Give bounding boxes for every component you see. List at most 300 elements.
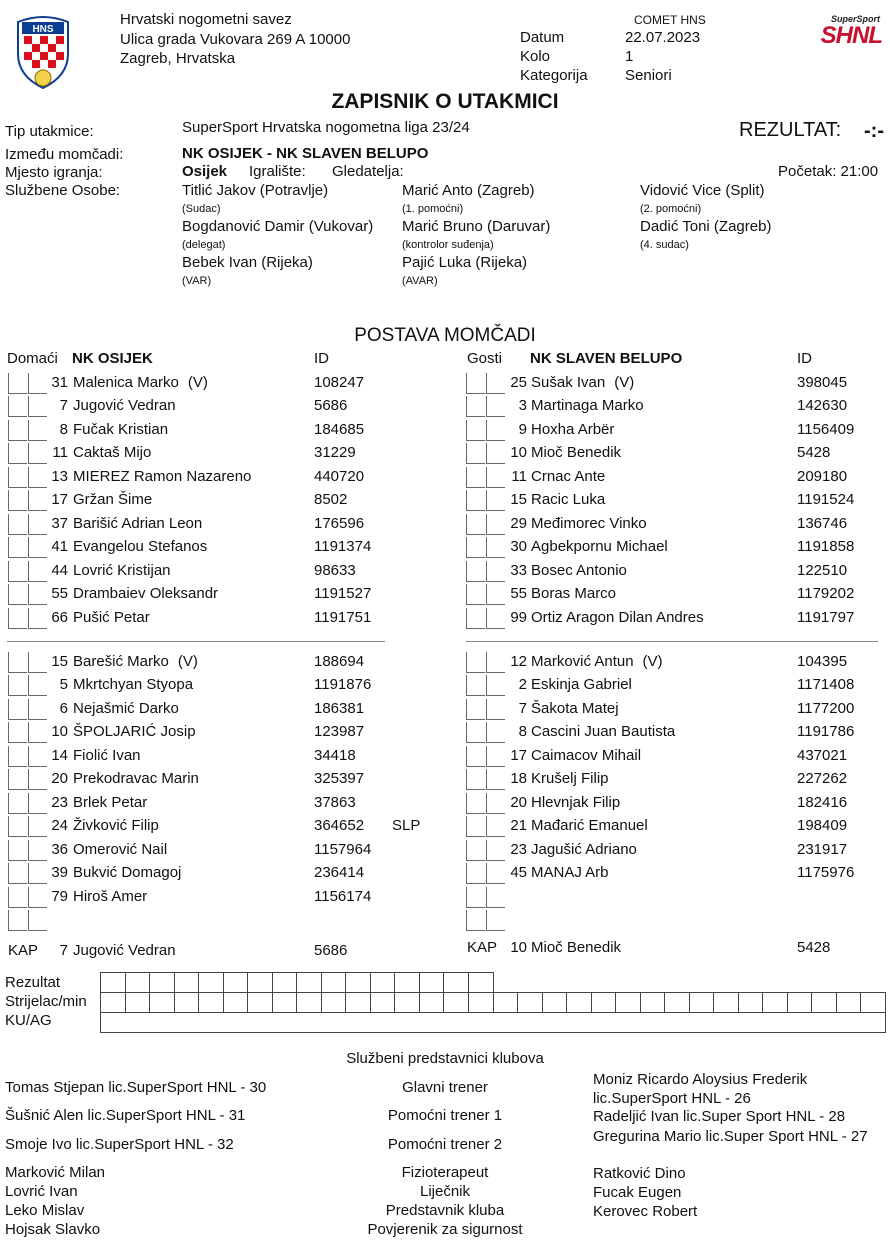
player-number: 41 <box>51 538 68 556</box>
scorer-cell[interactable] <box>640 993 665 1013</box>
player-checkbox-b[interactable] <box>28 887 47 908</box>
player-name-text: Boras Marco <box>531 585 617 603</box>
player-name-text: Mađarić Emanuel <box>531 817 648 835</box>
official-role: (VAR) <box>182 275 212 287</box>
player-name-text: Barišić Adrian Leon <box>73 514 203 532</box>
player-checkbox-b[interactable] <box>486 746 505 767</box>
player-id: 1156174 <box>314 887 372 905</box>
player-checkbox-a[interactable] <box>8 537 27 558</box>
official-name: Dadić Toni (Zagreb) <box>640 218 772 235</box>
player-name <box>73 397 176 414</box>
player-checkbox-b[interactable] <box>486 514 505 535</box>
player-name-text: Nejašmić Darko <box>73 699 179 717</box>
official-name: Marić Bruno (Daruvar) <box>402 218 551 235</box>
tip-label: Tip utakmice: <box>5 123 94 140</box>
player-number: 31 <box>51 374 68 391</box>
player-checkbox-a[interactable] <box>466 373 485 394</box>
player-checkbox-b[interactable] <box>28 373 47 394</box>
player-number: 10 <box>51 723 68 741</box>
player-checkbox-b[interactable] <box>486 373 505 394</box>
scorer-cell[interactable] <box>150 993 175 1013</box>
player-checkbox-a[interactable] <box>466 490 485 511</box>
player-name <box>531 609 704 626</box>
scorer-cell[interactable] <box>689 993 714 1013</box>
player-checkbox-a[interactable] <box>466 443 485 464</box>
player-name <box>531 491 605 508</box>
player-checkbox-a[interactable] <box>8 910 27 931</box>
player-checkbox-b[interactable] <box>28 514 47 535</box>
player-number: 13 <box>51 467 68 485</box>
svg-text:HNS: HNS <box>32 24 54 35</box>
player-id: 142630 <box>797 397 848 415</box>
player-checkbox-a[interactable] <box>466 537 485 558</box>
player-checkbox-a[interactable] <box>466 608 485 629</box>
player-checkbox-a[interactable] <box>8 840 27 861</box>
player-id: 123987 <box>314 723 365 741</box>
player-checkbox-a[interactable] <box>8 793 27 814</box>
player-checkbox-b[interactable] <box>486 561 505 582</box>
player-name <box>531 653 663 670</box>
player-name <box>73 585 218 602</box>
official-role: (Sudac) <box>182 203 221 215</box>
player-name <box>73 747 141 764</box>
score-cell[interactable] <box>346 973 371 993</box>
scorer-cell[interactable] <box>174 993 199 1013</box>
player-name-text: Krušelj Filip <box>531 770 609 788</box>
page-title: ZAPISNIK O UTAKMICI <box>331 90 559 113</box>
player-checkbox-b[interactable] <box>28 608 47 629</box>
score-row-label-ku: KU/AG <box>5 1012 52 1029</box>
player-name-text: Hoxha Arbër <box>531 420 615 438</box>
official-name: Vidović Vice (Split) <box>640 182 765 199</box>
player-checkbox-a[interactable] <box>8 490 27 511</box>
player-id: 1175976 <box>797 864 855 882</box>
representatives-title: Službeni predstavnici klubova <box>346 1050 544 1067</box>
player-checkbox-a[interactable] <box>8 675 27 696</box>
ku-cell[interactable] <box>101 1013 886 1033</box>
player-checkbox-b[interactable] <box>486 769 505 790</box>
player-name <box>73 794 147 811</box>
player-name <box>531 538 668 555</box>
rep-home: Tomas Stjepan lic.SuperSport HNL - 30 <box>5 1079 267 1096</box>
mjesto-label: Mjesto igranja: <box>5 164 103 181</box>
player-checkbox-a[interactable] <box>8 863 27 884</box>
away-team-name: NK SLAVEN BELUPO <box>530 350 683 367</box>
scorer-cell[interactable] <box>248 993 273 1013</box>
player-name <box>531 700 619 717</box>
player-checkbox-a[interactable] <box>466 514 485 535</box>
scorer-cell[interactable] <box>346 993 371 1013</box>
player-checkbox-a[interactable] <box>466 769 485 790</box>
official-name: Bebek Ivan (Rijeka) <box>182 254 313 271</box>
izmedu-value: NK OSIJEK - NK SLAVEN BELUPO <box>182 145 429 162</box>
player-number: 8 <box>518 723 527 741</box>
player-id: 398045 <box>797 374 848 391</box>
player-checkbox-a[interactable] <box>466 675 485 696</box>
player-checkbox-a[interactable] <box>8 746 27 767</box>
official-name: Pajić Luka (Rijeka) <box>402 254 528 271</box>
scorer-cell[interactable] <box>714 993 739 1013</box>
player-number: 11 <box>52 444 68 462</box>
player-name-text: Fiolić Ivan <box>73 746 141 764</box>
player-checkbox-b[interactable] <box>28 561 47 582</box>
player-name <box>531 817 648 834</box>
player-name <box>531 747 641 764</box>
player-checkbox-b[interactable] <box>28 910 47 931</box>
player-checkbox-a[interactable] <box>466 722 485 743</box>
score-cell[interactable] <box>297 973 322 993</box>
home-kap-label: KAP <box>8 942 39 959</box>
scorer-cell[interactable] <box>101 993 126 1013</box>
player-checkbox-a[interactable] <box>8 420 27 441</box>
player-checkbox-b[interactable] <box>486 863 505 884</box>
player-checkbox-a[interactable] <box>466 746 485 767</box>
player-checkbox-b[interactable] <box>486 675 505 696</box>
player-id: 5686 <box>314 397 348 415</box>
rep-home: Leko Mislav <box>5 1202 85 1219</box>
player-number: 18 <box>510 770 527 788</box>
home-kap-id: 5686 <box>314 942 348 959</box>
org-line-1: Hrvatski nogometni savez <box>120 11 292 28</box>
player-id: 186381 <box>314 699 365 717</box>
rezultat-label: REZULTAT: <box>739 119 842 141</box>
player-checkbox-a[interactable] <box>466 420 485 441</box>
scorer-cell[interactable] <box>370 993 395 1013</box>
player-name-text: Barešić Marko <box>73 653 169 670</box>
player-id: 227262 <box>797 770 848 788</box>
official-name: Titlić Jakov (Potravlje) <box>182 182 329 199</box>
player-name-text: Prekodravac Marin <box>73 770 199 788</box>
player-name-text: MANAJ Arb <box>531 864 609 882</box>
player-checkbox-b[interactable] <box>486 396 505 417</box>
pocetak: Početak: 21:00 <box>778 163 879 180</box>
player-name-text: Eskinja Gabriel <box>531 676 632 694</box>
player-id: 440720 <box>314 467 365 485</box>
player-checkbox-b[interactable] <box>28 675 47 696</box>
scorer-cell[interactable] <box>199 993 224 1013</box>
player-number: 17 <box>51 491 68 509</box>
player-name <box>531 864 609 881</box>
player-name <box>73 653 198 670</box>
player-name <box>73 444 151 461</box>
player-checkbox-b[interactable] <box>28 443 47 464</box>
player-name-text: Drambaiev Oleksandr <box>73 585 219 603</box>
player-name <box>73 700 179 717</box>
scorer-cell[interactable] <box>812 993 837 1013</box>
player-name <box>73 723 196 740</box>
scorer-cell[interactable] <box>836 993 861 1013</box>
player-checkbox-a[interactable] <box>466 887 485 908</box>
score-cell[interactable] <box>321 973 346 993</box>
player-id: 1157964 <box>314 840 372 858</box>
sluzbene-label: Službene Osobe: <box>5 182 121 199</box>
score-row-strijelac <box>101 993 886 1013</box>
player-checkbox-b[interactable] <box>28 769 47 790</box>
scorer-cell[interactable] <box>591 993 616 1013</box>
away-kap-id: 5428 <box>797 939 831 956</box>
player-name <box>531 562 627 579</box>
hns-logo <box>14 14 72 92</box>
rep-home: Hojsak Slavko <box>5 1221 101 1238</box>
away-kap-label: KAP <box>467 939 498 956</box>
player-number: 37 <box>51 514 68 532</box>
player-checkbox-a[interactable] <box>466 561 485 582</box>
player-checkbox-b[interactable] <box>486 443 505 464</box>
player-checkbox-b[interactable] <box>486 910 505 931</box>
comet-label: COMET HNS <box>634 13 706 27</box>
player-id: 1191786 <box>797 723 855 741</box>
scorer-cell[interactable] <box>297 993 322 1013</box>
player-name <box>73 515 202 532</box>
player-name-text: Cascini Juan Bautista <box>531 723 676 741</box>
player-checkbox-b[interactable] <box>28 584 47 605</box>
player-checkbox-a[interactable] <box>8 722 27 743</box>
official-role: (AVAR) <box>402 275 438 287</box>
player-name <box>73 468 251 485</box>
scorer-cell[interactable] <box>787 993 812 1013</box>
player-checkbox-b[interactable] <box>486 652 505 673</box>
home-kap-num: 7 <box>59 942 68 959</box>
score-row-rezultat <box>101 973 886 993</box>
igraliste-label: Igralište: <box>249 163 306 180</box>
player-checkbox-b[interactable] <box>486 699 505 720</box>
player-name <box>531 397 644 414</box>
player-id: 122510 <box>797 561 848 579</box>
player-checkbox-a[interactable] <box>8 699 27 720</box>
player-checkbox-b[interactable] <box>486 490 505 511</box>
player-number: 12 <box>510 653 527 670</box>
player-name-text: Jagušić Adriano <box>531 840 637 858</box>
player-checkbox-a[interactable] <box>8 443 27 464</box>
player-checkbox-b[interactable] <box>486 537 505 558</box>
player-checkbox-a[interactable] <box>8 608 27 629</box>
player-number: 7 <box>518 699 527 717</box>
player-name-text: Jugović Vedran <box>73 397 176 415</box>
official-name: Marić Anto (Zagreb) <box>402 182 535 199</box>
score-cell[interactable] <box>101 973 126 993</box>
rep-role: Glavni trener <box>402 1079 488 1096</box>
scorer-cell[interactable] <box>468 993 493 1013</box>
shnl-logo <box>804 14 882 48</box>
shnl-logo-big: SHNL <box>820 22 882 49</box>
rep-away: Moniz Ricardo Aloysius Frederik lic.SuperSport HNL - 26 <box>593 1071 808 1107</box>
away-kap-num: 10 <box>510 939 527 956</box>
player-number: 6 <box>59 699 68 717</box>
player-checkbox-a[interactable] <box>8 514 27 535</box>
scorer-cell[interactable] <box>223 993 248 1013</box>
player-checkbox-b[interactable] <box>28 840 47 861</box>
scorer-cell[interactable] <box>272 993 297 1013</box>
player-name-text: Martinaga Marko <box>531 397 644 415</box>
player-name <box>531 444 621 461</box>
player-id: 1191858 <box>797 538 855 556</box>
player-checkbox-b[interactable] <box>28 537 47 558</box>
scorer-cell[interactable] <box>616 993 641 1013</box>
player-id: 1191876 <box>314 676 372 694</box>
score-table <box>100 972 886 1033</box>
player-name-text: Caktaš Mijo <box>73 444 152 462</box>
player-checkbox-a[interactable] <box>8 816 27 837</box>
player-checkbox-a[interactable] <box>8 584 27 605</box>
player-checkbox-b[interactable] <box>486 793 505 814</box>
score-cell[interactable] <box>468 973 493 993</box>
away-side-label: Gosti <box>467 350 503 367</box>
player-number: 20 <box>51 770 68 788</box>
player-checkbox-b[interactable] <box>28 746 47 767</box>
player-name-text: Pušić Petar <box>73 608 150 626</box>
player-checkbox-a[interactable] <box>8 373 27 394</box>
player-number: 66 <box>51 608 68 626</box>
score-cell[interactable] <box>150 973 175 993</box>
player-mark: (V) <box>642 653 663 670</box>
rep-away: Ratković Dino <box>593 1165 686 1182</box>
scorer-cell[interactable] <box>861 993 886 1013</box>
player-checkbox-b[interactable] <box>486 420 505 441</box>
rep-home: Smoje Ivo lic.SuperSport HNL - 32 <box>5 1136 234 1153</box>
score-cell[interactable] <box>248 973 273 993</box>
player-checkbox-a[interactable] <box>466 396 485 417</box>
player-number: 25 <box>510 374 527 391</box>
kolo-value: 1 <box>625 48 634 65</box>
player-id: 1191374 <box>314 538 372 556</box>
scorer-cell[interactable] <box>493 993 518 1013</box>
rep-role: Liječnik <box>419 1183 471 1200</box>
scorer-cell[interactable] <box>125 993 150 1013</box>
score-row-label-strijelac: Strijelac/min <box>5 993 87 1010</box>
scorer-cell[interactable] <box>395 993 420 1013</box>
player-checkbox-a[interactable] <box>466 793 485 814</box>
player-id: 236414 <box>314 864 365 882</box>
rezultat-value: -:- <box>864 120 884 142</box>
player-name <box>73 841 167 858</box>
player-checkbox-b[interactable] <box>486 467 505 488</box>
scorer-cell[interactable] <box>763 993 788 1013</box>
player-name <box>73 421 168 438</box>
datum-value: 22.07.2023 <box>625 29 701 46</box>
player-checkbox-a[interactable] <box>8 652 27 673</box>
home-team-name: NK OSIJEK <box>72 350 153 367</box>
player-name-text: Bosec Antonio <box>531 561 627 579</box>
rep-away: Kerovec Robert <box>593 1203 698 1220</box>
player-checkbox-b[interactable] <box>28 699 47 720</box>
player-id: 176596 <box>314 514 365 532</box>
score-cell[interactable] <box>199 973 224 993</box>
player-number: 39 <box>51 864 68 882</box>
player-name-text: Brlek Petar <box>73 793 148 811</box>
player-name-text: Gržan Šime <box>73 491 153 509</box>
player-number: 23 <box>51 793 68 811</box>
player-id: 5428 <box>797 444 831 462</box>
player-checkbox-b[interactable] <box>28 467 47 488</box>
player-checkbox-a[interactable] <box>8 769 27 790</box>
player-mark: (V) <box>187 374 208 391</box>
player-checkbox-a[interactable] <box>466 652 485 673</box>
mjesto-value: Osijek <box>182 163 228 180</box>
scorer-cell[interactable] <box>518 993 543 1013</box>
player-checkbox-a[interactable] <box>466 699 485 720</box>
player-number: 79 <box>51 887 68 905</box>
scorer-cell[interactable] <box>665 993 690 1013</box>
rep-away: Radeljić Ivan lic.Super Sport HNL - 28 <box>593 1108 846 1125</box>
player-number: 36 <box>51 840 68 858</box>
score-cell[interactable] <box>395 973 420 993</box>
player-checkbox-a[interactable] <box>466 816 485 837</box>
player-checkbox-a[interactable] <box>466 467 485 488</box>
player-checkbox-b[interactable] <box>28 396 47 417</box>
score-cell[interactable] <box>125 973 150 993</box>
player-name-text: Crnac Ante <box>531 467 606 485</box>
player-name <box>73 864 181 881</box>
player-checkbox-b[interactable] <box>486 608 505 629</box>
player-checkbox-b[interactable] <box>486 722 505 743</box>
away-id-header: ID <box>797 350 812 367</box>
player-checkbox-a[interactable] <box>466 863 485 884</box>
scorer-cell[interactable] <box>567 993 592 1013</box>
player-checkbox-a[interactable] <box>8 561 27 582</box>
player-name <box>73 538 207 555</box>
rep-away: Gregurina Mario lic.Super Sport HNL - 27 <box>593 1128 868 1145</box>
player-number: 3 <box>518 397 527 415</box>
player-id: 1171408 <box>797 676 855 694</box>
player-checkbox-a[interactable] <box>8 467 27 488</box>
player-checkbox-a[interactable] <box>8 396 27 417</box>
player-checkbox-b[interactable] <box>28 863 47 884</box>
score-cell[interactable] <box>370 973 395 993</box>
player-number: 21 <box>510 817 527 835</box>
player-id: 231917 <box>797 840 848 858</box>
player-checkbox-a[interactable] <box>466 584 485 605</box>
player-number: 10 <box>510 444 527 462</box>
tip-value: SuperSport Hrvatska nogometna liga 23/24 <box>182 119 470 136</box>
player-checkbox-b[interactable] <box>28 652 47 673</box>
scorer-cell[interactable] <box>419 993 444 1013</box>
score-cell[interactable] <box>419 973 444 993</box>
player-checkbox-b[interactable] <box>486 816 505 837</box>
player-checkbox-b[interactable] <box>28 490 47 511</box>
player-name-text: Sušak Ivan <box>531 374 606 391</box>
score-cell[interactable] <box>444 973 469 993</box>
player-id: 31229 <box>314 444 356 462</box>
score-cell[interactable] <box>272 973 297 993</box>
scorer-cell[interactable] <box>321 993 346 1013</box>
player-checkbox-b[interactable] <box>486 840 505 861</box>
player-checkbox-a[interactable] <box>8 887 27 908</box>
player-checkbox-b[interactable] <box>28 816 47 837</box>
player-checkbox-b[interactable] <box>28 722 47 743</box>
player-checkbox-a[interactable] <box>466 910 485 931</box>
player-number: 24 <box>51 817 68 835</box>
player-checkbox-a[interactable] <box>466 840 485 861</box>
rep-role: Predstavnik kluba <box>385 1202 505 1219</box>
player-number: 2 <box>518 676 527 694</box>
player-name <box>531 770 609 787</box>
kolo-label: Kolo <box>520 48 551 65</box>
player-checkbox-b[interactable] <box>28 420 47 441</box>
player-name-text: Mioč Benedik <box>531 444 622 462</box>
score-cell[interactable] <box>174 973 199 993</box>
scorer-cell[interactable] <box>444 993 469 1013</box>
player-checkbox-b[interactable] <box>486 887 505 908</box>
player-checkbox-b[interactable] <box>486 584 505 605</box>
scorer-cell[interactable] <box>738 993 763 1013</box>
player-id: 98633 <box>314 561 356 579</box>
score-cell[interactable] <box>223 973 248 993</box>
scorer-cell[interactable] <box>542 993 567 1013</box>
player-name <box>531 676 632 693</box>
player-name <box>73 888 147 905</box>
player-checkbox-b[interactable] <box>28 793 47 814</box>
izmedu-label: Između momčadi: <box>5 146 124 163</box>
